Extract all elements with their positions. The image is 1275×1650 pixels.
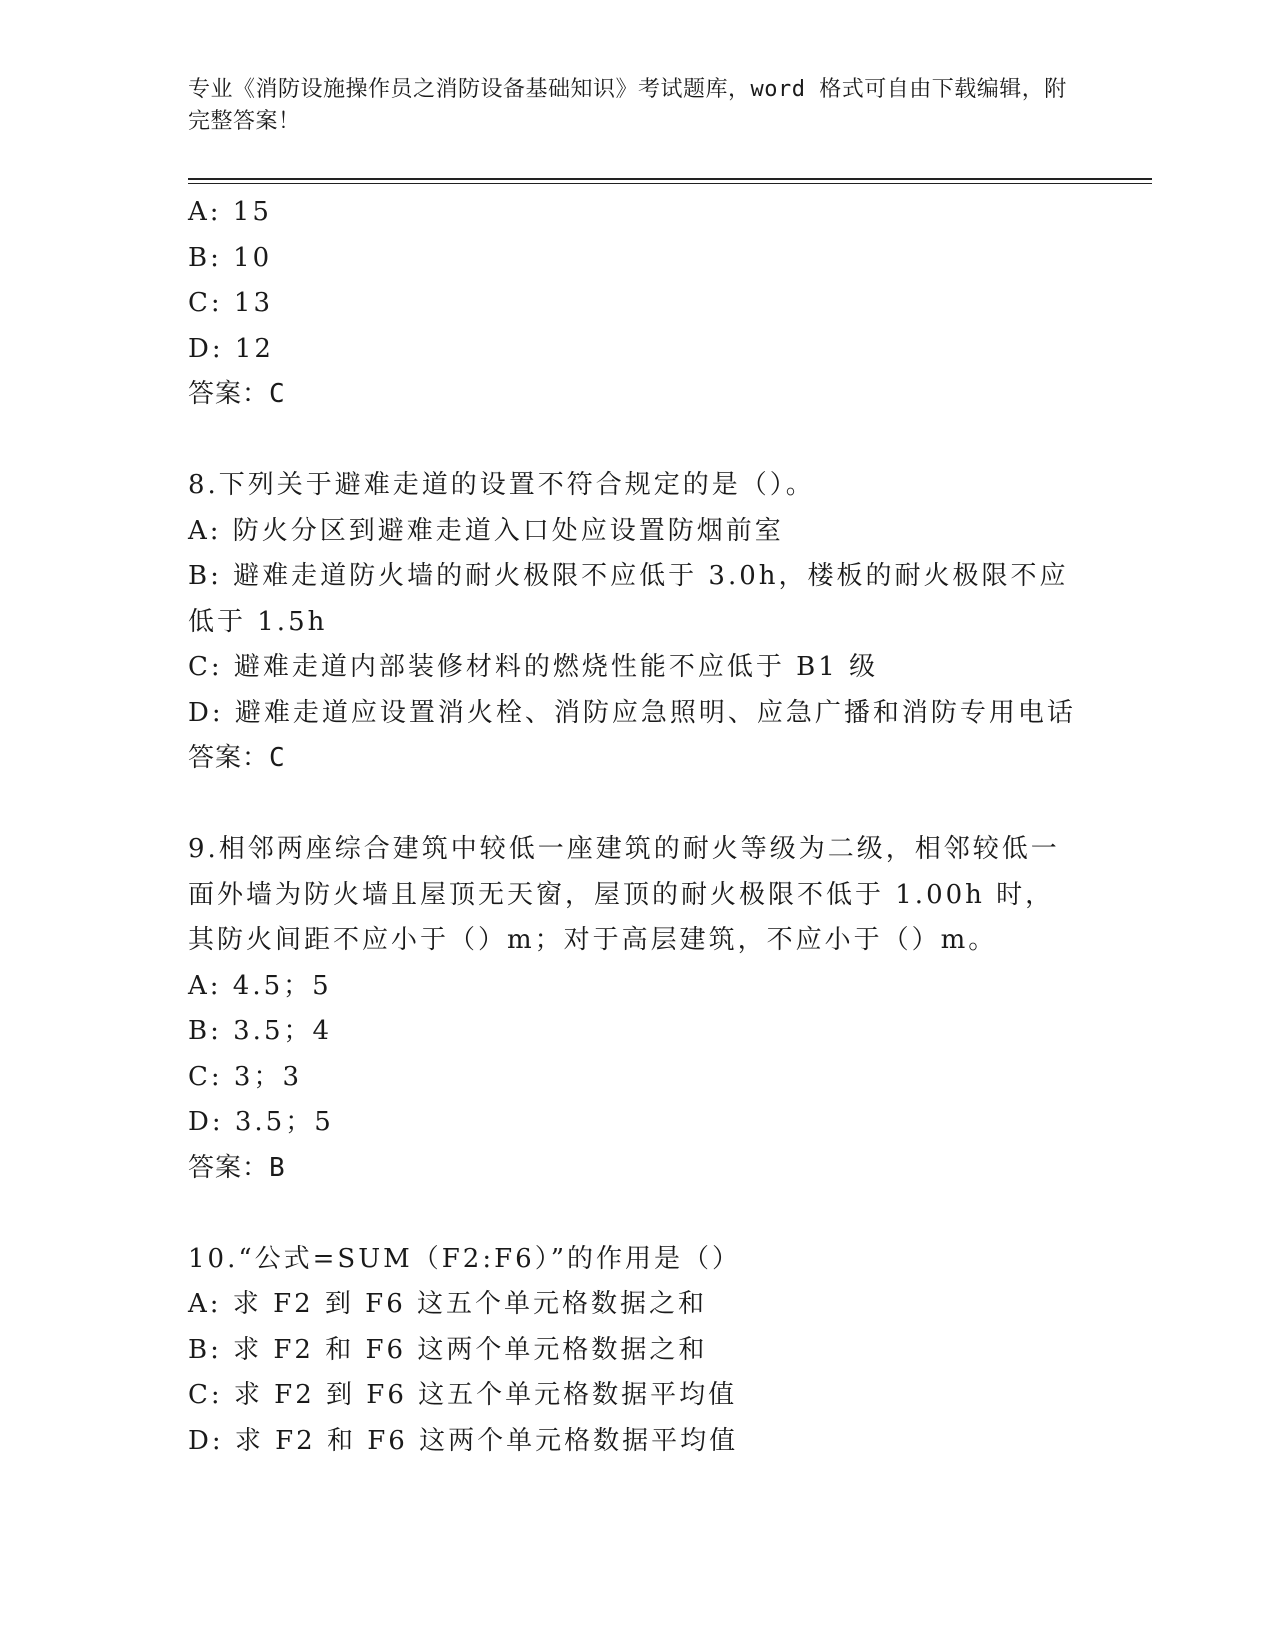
header-note: 专业《消防设施操作员之消防设备基础知识》考试题库，word 格式可自由下载编辑，附完整答案！ <box>188 77 1067 134</box>
question-text: 8.下列关于避难走道的设置不符合规定的是（）。 <box>188 470 815 500</box>
option-b: B: 10 <box>188 242 273 273</box>
answer-line: 答案：B <box>188 1152 286 1183</box>
option-c: C: 3；3 <box>188 1061 303 1092</box>
question-9 <box>188 827 1088 1191</box>
option-c: C: 13 <box>188 288 274 318</box>
answer-line: 答案：C <box>188 743 286 773</box>
spacer <box>188 782 1088 828</box>
question-list <box>188 190 1088 1464</box>
question-7-continued <box>188 190 1088 418</box>
header-divider-thin <box>188 183 1152 184</box>
option-b: B: 求 F2 和 F6 这两个单元格数据之和 <box>188 1334 708 1365</box>
question-text: 9.相邻两座综合建筑中较低一座建筑的耐火等级为二级，相邻较低一面外墙为防火墙且屋顶无天窗，屋顶的耐火极限不低于 1.00h 时，其防火间距不应小于（）m；对于高层建筑，不应小于（）m。 <box>188 834 1060 955</box>
option-a: A: 防火分区到避难走道入口处应设置防烟前室 <box>188 515 784 546</box>
question-10 <box>188 1237 1088 1465</box>
option-b: B: 避难走道防火墙的耐火极限不应低于 3.0h，楼板的耐火极限不应低于 1.5h <box>188 561 1069 637</box>
option-a: A: 15 <box>188 197 272 227</box>
option-d: D: 求 F2 和 F6 这两个单元格数据平均值 <box>188 1425 739 1456</box>
option-d: D: 12 <box>188 333 274 364</box>
option-b: B: 3.5；4 <box>188 1016 333 1046</box>
question-text: 10.“公式=SUM（F2:F6）”的作用是（） <box>188 1243 741 1274</box>
option-c: C: 避难走道内部装修材料的燃烧性能不应低于 B1 级 <box>188 652 879 682</box>
spacer <box>188 418 1088 464</box>
option-d: D: 3.5；5 <box>188 1107 334 1137</box>
option-a: A: 4.5；5 <box>188 970 332 1001</box>
header-divider-thick <box>188 178 1152 180</box>
question-8 <box>188 463 1088 782</box>
option-a: A: 求 F2 到 F6 这五个单元格数据之和 <box>188 1289 708 1319</box>
option-c: C: 求 F2 到 F6 这五个单元格数据平均值 <box>188 1380 738 1410</box>
answer-line: 答案：C <box>188 379 286 409</box>
spacer <box>188 1191 1088 1237</box>
option-d: D: 避难走道应设置消火栓、消防应急照明、应急广播和消防专用电话 <box>188 697 1076 728</box>
